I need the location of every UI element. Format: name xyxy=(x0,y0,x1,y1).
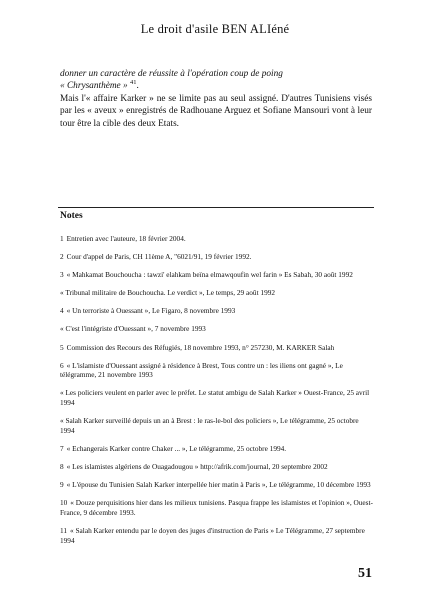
footnote-entry xyxy=(60,388,375,407)
footnote-entry xyxy=(60,234,375,244)
body-line-1: donner un caractère de réussite à l'opération coup de poing xyxy=(60,69,283,79)
footnote-number: 11 xyxy=(60,526,68,536)
footnote-text: Cour d'appel de Paris, CH 11ème A, "6021/91, 19 février 1992. xyxy=(66,252,252,262)
footnote-text: « Les islamistes algériens de Ouagadougou » http://afrik.com/journal, 20 septembre 2002 xyxy=(66,462,328,472)
footnote-text: « Salah Karker entendu par le doyen des juges d'instruction de Paris » Le Télégramme, 27 septembre 1994 xyxy=(60,526,365,545)
footnote-entry xyxy=(60,324,375,334)
footnote-text: « L'islamiste d'Ouessant assigné à résidence à Brest, Tous contre un : les iliens ont gagné », Le télégramme, 21 novembre 1993 xyxy=(60,360,343,380)
footnote-text: Commission des Recours des Réfugiés, 18 novembre 1993, n° 257230, M. KARKER Salah xyxy=(66,342,335,352)
footnote-number: 6 xyxy=(60,360,64,370)
footnote-text: « C'est l'intégriste d'Ouessant », 7 novembre 1993 xyxy=(60,324,206,334)
footnote-number: 3 xyxy=(60,270,64,280)
notes-divider xyxy=(58,207,374,208)
footnote-number: 8 xyxy=(60,462,64,472)
footnote-entry xyxy=(60,526,375,545)
footnote-entry xyxy=(60,361,375,380)
body-paragraph: Mais l'« affaire Karker » ne se limite pas au seul assigné. D'autres Tunisiens visés par les « aveux » enregistrés de Radhouane Arguez et Sofiane Mansouri vont à leur tour être la cible des deux Etats. xyxy=(60,93,372,129)
footnote-entry xyxy=(60,270,375,280)
page-number: 51 xyxy=(358,566,372,581)
footnote-number: 2 xyxy=(60,252,64,262)
footnote-text: « Echangerais Karker contre Chaker ... », Le télégramme, 25 octobre 1994. xyxy=(66,444,287,454)
running-title: Le droit d'asile BEN ALIéné xyxy=(140,22,290,36)
footnote-entry xyxy=(60,343,375,353)
footnote-entry xyxy=(60,480,375,490)
footnote-text: Entretien avec l'auteure, 18 février 2004. xyxy=(66,234,186,243)
footnote-number: 5 xyxy=(60,342,64,352)
footnote-entry xyxy=(60,416,375,435)
footnote-entry xyxy=(60,306,375,316)
notes-heading: Notes xyxy=(60,211,83,221)
footnote-reference: 41 xyxy=(129,79,137,87)
notes-list xyxy=(60,234,375,554)
quoted-operation-name: « Chrysanthème » xyxy=(60,81,128,92)
body-line-2: « Chrysanthème » $^{41}$. xyxy=(60,79,139,92)
footnote-text: « Un terroriste à Ouessant », Le Figaro, 8 novembre 1993 xyxy=(66,306,236,316)
footnote-entry xyxy=(60,444,375,454)
footnote-number: 7 xyxy=(60,444,64,454)
footnote-number: 9 xyxy=(60,480,64,490)
footnote-number: 1 xyxy=(60,234,64,243)
footnote-text: « Tribunal militaire de Bouchoucha. Le verdict », Le temps, 29 août 1992 xyxy=(60,288,276,298)
footnote-text: « Mahkamat Bouchoucha : tawzi' elahkam beïna elmawqoufin wel farin » Es Sabah, 30 août 1992 xyxy=(66,270,353,280)
footnote-text: « Douze perquisitions hier dans les milieux tunisiens. Pasqua frappe les islamistes et l'opinion », Ouest-France, 9 décembre 1993. xyxy=(60,498,373,518)
footnote-entry xyxy=(60,462,375,472)
footnote-text: « Salah Karker surveillé depuis un an à Brest : le ras-le-bol des policiers », Le télégramme, 25 octobre 1994 xyxy=(60,416,359,435)
footnote-text: « L'épouse du Tunisien Salah Karker interpellée hier matin à Paris », Le télégramme, 10 décembre 1993 xyxy=(66,480,371,490)
body-text xyxy=(60,68,372,130)
footnote-entry xyxy=(60,498,375,517)
footnote-number: 10 xyxy=(60,498,68,508)
footnote-text: « Les policiers veulent en parler avec le préfet. Le statut ambigu de Salah Karker » Ouest-France, 25 avril 1994 xyxy=(60,388,370,408)
footnote-number: 4 xyxy=(60,306,64,316)
footnote-entry xyxy=(60,288,375,298)
footnote-entry xyxy=(60,252,375,262)
